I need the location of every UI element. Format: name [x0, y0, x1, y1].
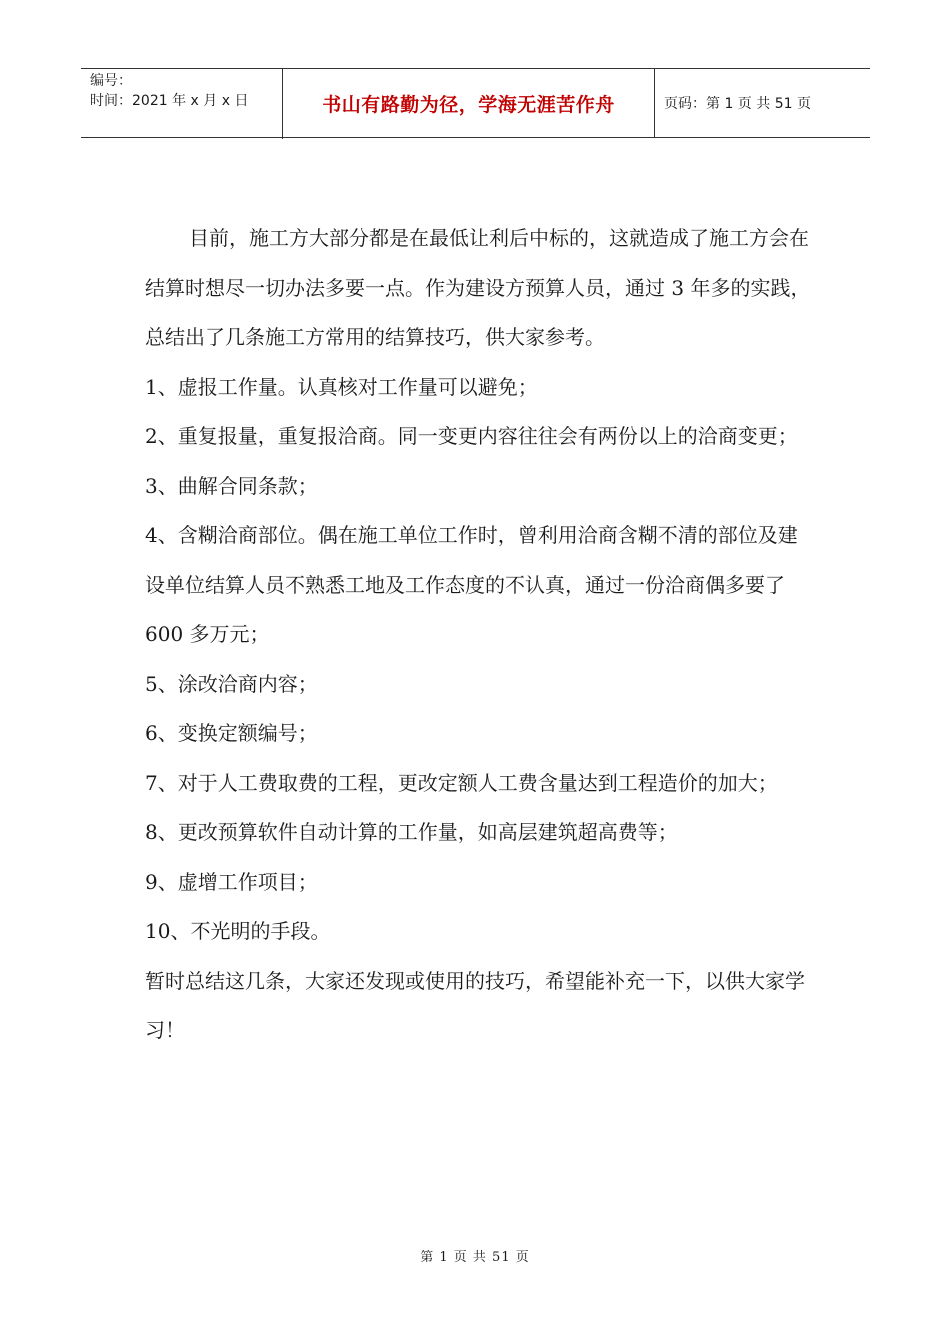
document-header — [81, 68, 870, 138]
header-motto-cell — [283, 69, 655, 137]
list-item: 10、不光明的手段。 — [145, 919, 331, 943]
document-body — [145, 214, 811, 1056]
header-motto: 书山有路勤为径，学海无涯苦作舟 — [322, 93, 615, 116]
document-date: 时间：2021 年 x 月 x 日 — [90, 93, 249, 109]
list-item: 9、虚增工作项目； — [145, 869, 318, 894]
document-number-label: 编号： — [90, 73, 132, 89]
list-item: 7、对于人工费取费的工程，更改定额人工费含量达到工程造价的加大； — [145, 770, 778, 795]
list-item: 3、曲解合同条款； — [145, 473, 318, 498]
header-meta-cell — [81, 69, 283, 139]
list-item: 5、涂改洽商内容； — [145, 671, 318, 696]
list-item: 4、含糊洽商部位。偶在施工单位工作时，曾利用洽商含糊不清的部位及建设单位结算人员不熟悉工地及工作态度的不认真，通过一份洽商偶多要了 600 多万元； — [145, 523, 798, 646]
closing-paragraph: 暂时总结这几条，大家还发现或使用的技巧，希望能补充一下，以供大家学习！ — [145, 968, 805, 1042]
page-footer: 第 1 页 共 51 页 — [420, 1250, 530, 1265]
header-page-cell — [655, 69, 870, 137]
header-page-info: 页码：第 1 页 共 51 页 — [664, 96, 811, 112]
list-item: 2、重复报量，重复报洽商。同一变更内容往往会有两份以上的洽商变更； — [145, 424, 798, 448]
intro-paragraph: 目前，施工方大部分都是在最低让利后中标的，这就造成了施工方会在结算时想尽一切办法多要一点。作为建设方预算人员，通过 3 年多的实践，总结出了几条施工方常用的结算技巧，供大家参考。 — [145, 226, 811, 349]
list-item: 6、变换定额编号； — [145, 721, 318, 745]
list-item: 8、更改预算软件自动计算的工作量，如高层建筑超高费等； — [145, 820, 678, 844]
list-item: 1、虚报工作量。认真核对工作量可以避免； — [145, 374, 538, 399]
